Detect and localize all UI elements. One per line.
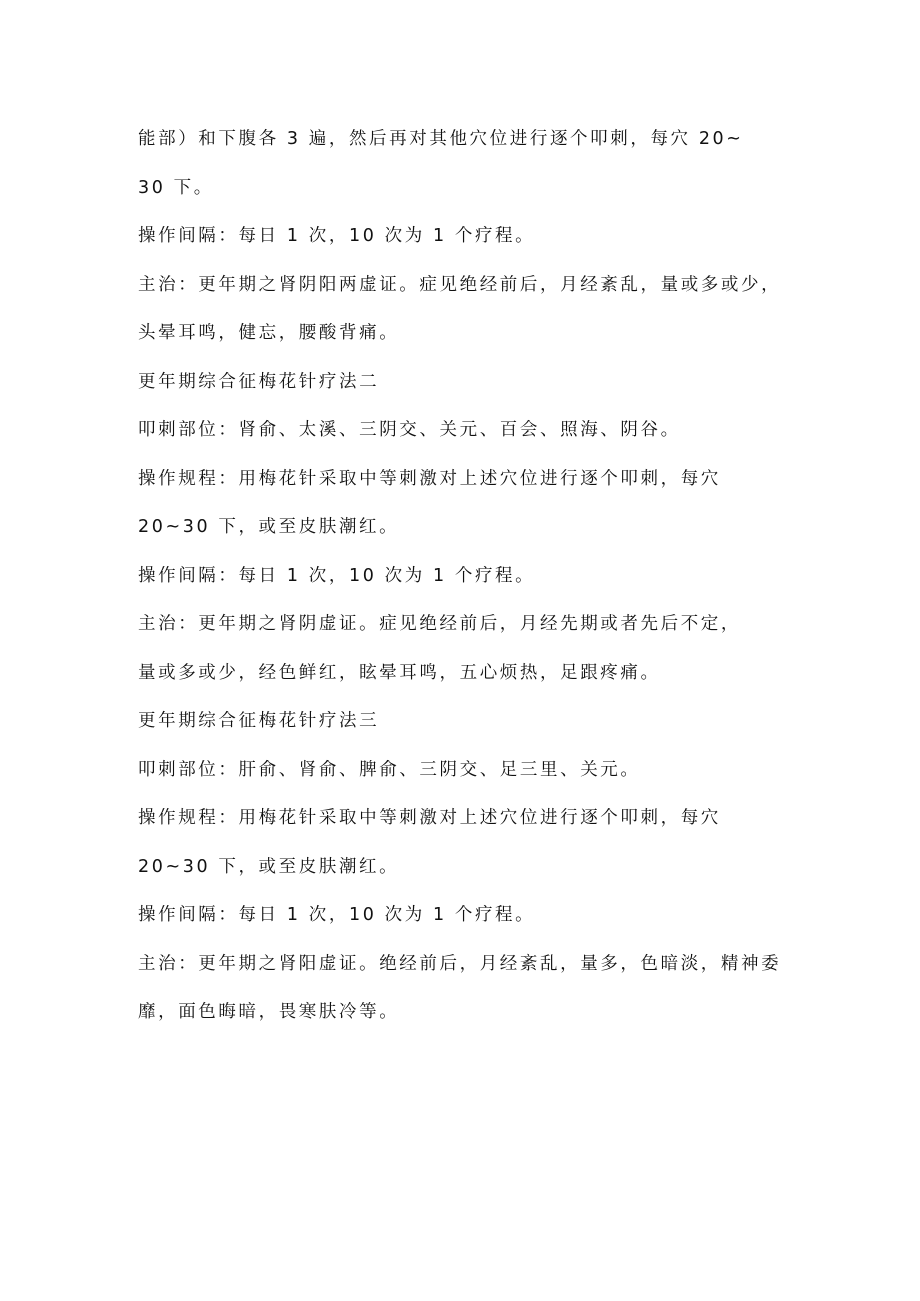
section-heading: 更年期综合征梅花针疗法二 bbox=[138, 371, 380, 392]
text-line: 操作规程：用梅花针采取中等刺激对上述穴位进行逐个叩刺，每穴 bbox=[138, 808, 721, 828]
text-line: 30 下。 bbox=[138, 177, 214, 198]
text-line: 操作规程：用梅花针采取中等刺激对上述穴位进行逐个叩刺，每穴 bbox=[138, 468, 721, 489]
text-line: 操作间隔：每日 1 次，10 次为 1 个疗程。 bbox=[138, 565, 536, 586]
text-line: 叩刺部位：肾俞、太溪、三阴交、关元、百会、照海、阴谷。 bbox=[138, 420, 681, 440]
section-heading: 更年期综合征梅花针疗法三 bbox=[138, 711, 380, 731]
text-line: 头晕耳鸣，健忘，腰酸背痛。 bbox=[138, 323, 400, 343]
text-line: 操作间隔：每日 1 次，10 次为 1 个疗程。 bbox=[138, 226, 536, 246]
document-body bbox=[138, 115, 798, 1037]
text-line: 叩刺部位：肝俞、肾俞、脾俞、三阴交、足三里、关元。 bbox=[138, 759, 641, 780]
text-line: 主治：更年期之肾阳虚证。绝经前后，月经紊乱，量多，色暗淡，精神委 bbox=[138, 953, 782, 974]
text-line: 20~30 下，或至皮肤潮红。 bbox=[138, 517, 400, 537]
text-line: 20~30 下，或至皮肤潮红。 bbox=[138, 856, 400, 877]
text-line: 能部）和下腹各 3 遍，然后再对其他穴位进行逐个叩刺，每穴 20~ bbox=[138, 129, 744, 149]
text-line: 主治：更年期之肾阴阳两虚证。症见绝经前后，月经紊乱，量或多或少， bbox=[138, 274, 782, 295]
text-line: 操作间隔：每日 1 次，10 次为 1 个疗程。 bbox=[138, 905, 536, 925]
text-line: 主治：更年期之肾阴虚证。症见绝经前后，月经先期或者先后不定， bbox=[138, 614, 741, 634]
text-line: 量或多或少，经色鲜红，眩晕耳鸣，五心烦热，足跟疼痛。 bbox=[138, 662, 661, 683]
text-line: 靡，面色晦暗，畏寒肤冷等。 bbox=[138, 1002, 400, 1022]
